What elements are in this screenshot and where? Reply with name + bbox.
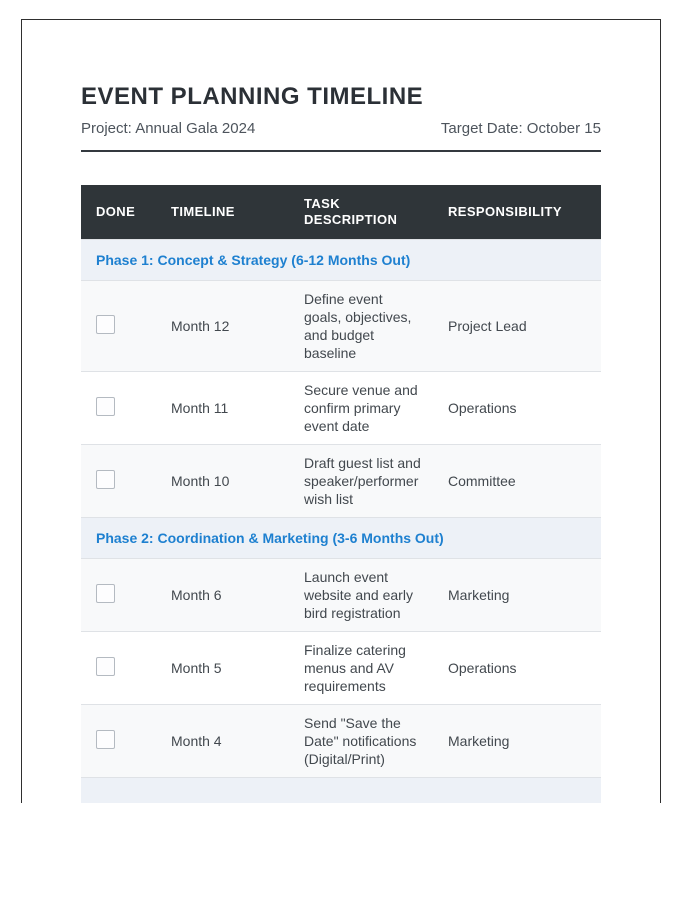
- table-row: [81, 631, 601, 704]
- done-checkbox[interactable]: [96, 584, 115, 603]
- meta-row: [81, 120, 601, 138]
- task-description-cell: Draft guest list and speaker/performer wish list: [304, 455, 421, 507]
- col-header-responsibility: RESPONSIBILITY: [448, 204, 562, 219]
- col-header-timeline: TIMELINE: [171, 204, 235, 219]
- col-header-task: TASK DESCRIPTION: [304, 196, 398, 227]
- phase-header-row: [81, 777, 601, 803]
- timeline-cell: Month 6: [171, 587, 222, 603]
- phase-header-label: Phase 2: Coordination & Marketing (3-6 Months Out): [96, 529, 444, 546]
- task-description-cell: Define event goals, objectives, and budget baseline: [304, 291, 412, 361]
- table-body: [81, 239, 601, 803]
- done-cell: [81, 306, 156, 347]
- task-description-cell: Send "Save the Date" notifications (Digital/Print): [304, 715, 417, 767]
- table-row: [81, 280, 601, 371]
- header-divider-rule: [81, 150, 601, 152]
- table-row: [81, 704, 601, 777]
- done-cell: [81, 648, 156, 689]
- done-cell: [81, 721, 156, 762]
- done-checkbox[interactable]: [96, 730, 115, 749]
- responsibility-cell: Marketing: [448, 733, 510, 749]
- done-cell: [81, 575, 156, 616]
- table-row: [81, 371, 601, 444]
- table-row: [81, 558, 601, 631]
- table-row: [81, 444, 601, 517]
- timeline-cell: Month 11: [171, 400, 229, 416]
- timeline-table: [81, 185, 601, 803]
- page-title: EVENT PLANNING TIMELINE: [81, 83, 424, 110]
- done-checkbox[interactable]: [96, 470, 115, 489]
- table-header-row: [81, 185, 601, 239]
- task-description-cell: Launch event website and early bird registration: [304, 569, 413, 621]
- responsibility-cell: Committee: [448, 473, 516, 489]
- task-description-cell: Secure venue and confirm primary event date: [304, 382, 418, 434]
- timeline-cell: Month 4: [171, 733, 222, 749]
- phase-header-row: [81, 239, 601, 280]
- done-checkbox[interactable]: [96, 657, 115, 676]
- phase-header-row: [81, 517, 601, 558]
- done-cell: [81, 388, 156, 429]
- done-checkbox[interactable]: [96, 397, 115, 416]
- timeline-cell: Month 12: [171, 318, 230, 334]
- document-page: [21, 19, 661, 803]
- responsibility-cell: Marketing: [448, 587, 510, 603]
- project-label: Project: Annual Gala 2024: [81, 120, 256, 137]
- responsibility-cell: Project Lead: [448, 318, 527, 334]
- done-checkbox[interactable]: [96, 315, 115, 334]
- timeline-cell: Month 5: [171, 660, 222, 676]
- responsibility-cell: Operations: [448, 660, 517, 676]
- col-header-done: DONE: [96, 204, 136, 219]
- timeline-cell: Month 10: [171, 473, 230, 489]
- responsibility-cell: Operations: [448, 400, 517, 416]
- target-date-label: Target Date: October 15: [440, 120, 601, 137]
- done-cell: [81, 461, 156, 502]
- phase-header-label: Phase 1: Concept & Strategy (6-12 Months Out): [96, 251, 411, 268]
- task-description-cell: Finalize catering menus and AV requirements: [304, 642, 406, 694]
